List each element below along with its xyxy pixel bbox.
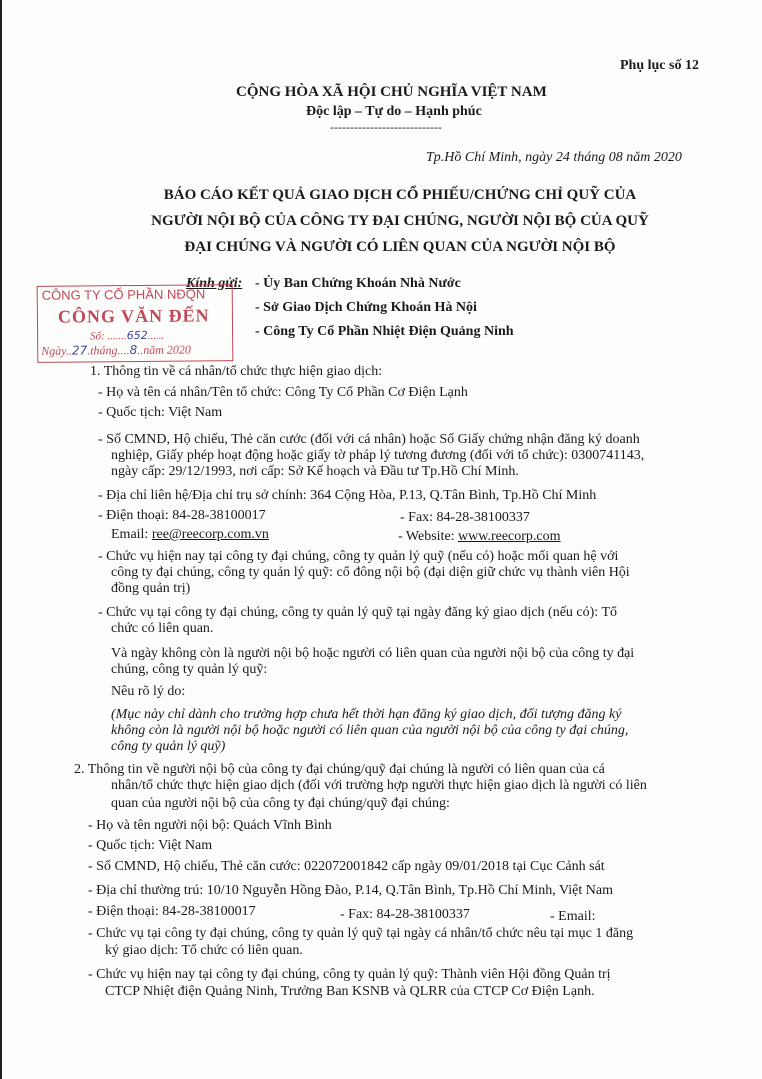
- stamp-number-label: Số:: [90, 330, 105, 343]
- title-line-2: NGƯỜI NỘI BỘ CỦA CÔNG TY ĐẠI CHÚNG, NGƯỜI NỘI BỘ CỦA QUỸ: [151, 213, 649, 229]
- s1-no-longer-line-1: Và ngày không còn là người nội bộ hoặc người có liên quan của người nội bộ của công ty đại: [111, 646, 635, 661]
- header-separator: ----------------------------: [330, 120, 442, 134]
- recipient-hnx: - Sở Giao Dịch Chứng Khoán Hà Nội: [255, 300, 477, 315]
- incoming-document-stamp: [37, 284, 234, 363]
- s2-current-position-line-2: CTCP Nhiệt điện Quảng Ninh, Trưởng Ban KSNB và QLRR của CTCP Cơ Điện Lạnh.: [105, 984, 595, 999]
- stamp-number-value: 652: [126, 328, 148, 343]
- s1-note-line-3: công ty quản lý quỹ): [111, 739, 226, 754]
- s2-phone: - Điện thoại: 84-28-38100017: [88, 904, 256, 919]
- s1-position-line-2: công ty đại chúng, công ty quản lý quỹ: cổ đông nội bộ (đại diện giữ chức vụ thành viên Hội: [111, 565, 630, 580]
- s2-email: - Email:: [550, 909, 596, 924]
- s2-address: - Địa chỉ thường trú: 10/10 Nguyễn Hồng Đào, P.14, Q.Tân Bình, Tp.Hồ Chí Minh, Việt Nam: [88, 883, 613, 898]
- s1-email-link[interactable]: ree@reecorp.com.vn: [151, 527, 269, 542]
- stamp-month-label: tháng: [90, 343, 118, 358]
- report-title: [100, 182, 700, 260]
- title-line-1: BÁO CÁO KẾT QUẢ GIAO DỊCH CỔ PHIẾU/CHỨNG CHỈ QUỸ CỦA: [163, 187, 637, 203]
- s1-reason: Nêu rõ lý do:: [111, 684, 186, 699]
- stamp-month: 8: [129, 342, 138, 358]
- s2-name: - Họ và tên người nội bộ: Quách Vĩnh Bình: [88, 818, 332, 833]
- section1-heading: 1. Thông tin về cá nhân/tổ chức thực hiện giao dịch:: [90, 364, 383, 379]
- national-motto: Độc lập – Tự do – Hạnh phúc: [306, 104, 482, 119]
- s1-name: - Họ và tên cá nhân/Tên tổ chức: Công Ty Cổ Phần Cơ Điện Lạnh: [98, 385, 468, 400]
- s2-id: - Số CMND, Hộ chiếu, Thẻ căn cước: 022072001842 cấp ngày 09/01/2018 tại Cục Cảnh sát: [88, 859, 605, 874]
- stamp-number: Số: .......652......: [90, 328, 165, 343]
- s1-id-line-3: ngày cấp: 29/12/1993, nơi cấp: Sở Kế hoạch và Đầu tư Tp.Hồ Chí Minh.: [111, 464, 519, 479]
- s1-position-line-3: đồng quản trị): [111, 581, 191, 596]
- section2-heading-line-3: quan của người nội bộ của công ty đại chúng/quỹ đại chúng:: [111, 796, 450, 811]
- stamp-date-prefix: Ngày: [41, 343, 66, 358]
- s2-reg-position-line-1: - Chức vụ tại công ty đại chúng, công ty quản lý quỹ tại ngày cá nhân/tổ chức nêu tại mục 1 đăng: [88, 926, 634, 941]
- section2-heading-line-1: 2. Thông tin về người nội bộ của công ty đại chúng/quỹ đại chúng là người có liên quan của cá: [74, 762, 605, 777]
- recipients-label: Kính gửi:: [186, 276, 243, 291]
- s1-website: [398, 529, 561, 545]
- s1-website-link[interactable]: www.reecorp.com: [458, 529, 561, 544]
- s1-nationality: - Quốc tịch: Việt Nam: [98, 405, 223, 420]
- stamp-day: 27: [71, 343, 88, 358]
- country-name: CỘNG HÒA XÃ HỘI CHỦ NGHĨA VIỆT NAM: [236, 84, 547, 100]
- stamp-date: Ngày..27.tháng....8..năm 2020: [41, 342, 191, 358]
- s1-id-line-1: - Số CMND, Hộ chiếu, Thẻ căn cước (đối với cá nhân) hoặc Số Giấy chứng nhận đăng ký doanh: [98, 432, 640, 447]
- recipient-ssc: - Ủy Ban Chứng Khoán Nhà Nước: [255, 276, 461, 291]
- stamp-company: CÔNG TY CỔ PHẦN NĐQN: [41, 286, 206, 303]
- s1-id-line-2: nghiệp, Giấy phép hoạt động hoặc giấy tờ pháp lý tương đương (đối với tổ chức): 0300741143,: [111, 448, 645, 463]
- s2-current-position-line-1: - Chức vụ hiện nay tại công ty đại chúng, công ty quản lý quỹ: Thành viên Hội đồng Quản trị: [88, 967, 611, 982]
- s1-fax: - Fax: 84-28-38100337: [400, 510, 530, 525]
- s1-note-line-1: (Mục này chỉ dành cho trường hợp chưa hết thời hạn đăng ký giao dịch, đối tượng đăng ký: [111, 707, 622, 722]
- s1-email: [111, 527, 269, 543]
- s2-nationality: - Quốc tịch: Việt Nam: [88, 838, 213, 853]
- s1-website-label: - Website:: [398, 529, 455, 544]
- document-date: Tp.Hồ Chí Minh, ngày 24 tháng 08 năm 2020: [426, 150, 682, 165]
- recipient-nhiet-dien-quang-ninh: - Công Ty Cổ Phần Nhiệt Điện Quảng Ninh: [255, 324, 514, 339]
- s1-address: - Địa chỉ liên hệ/Địa chỉ trụ sở chính: 364 Cộng Hòa, P.13, Q.Tân Bình, Tp.Hồ Chí Minh: [98, 488, 597, 503]
- appendix-label: Phụ lục số 12: [620, 58, 699, 73]
- title-line-3: ĐẠI CHÚNG VÀ NGƯỜI CÓ LIÊN QUAN CỦA NGƯỜI NỘI BỘ: [184, 239, 616, 255]
- s1-reg-position-line-2: chức có liên quan.: [111, 621, 214, 636]
- s2-fax: - Fax: 84-28-38100337: [340, 907, 470, 922]
- s2-reg-position-line-2: ký giao dịch: Tổ chức có liên quan.: [105, 943, 303, 958]
- section2-heading-line-2: nhân/tổ chức thực hiện giao dịch (đối với trường hợp người thực hiện giao dịch là người có liên: [111, 778, 647, 793]
- stamp-heading: CÔNG VĂN ĐẾN: [57, 305, 210, 327]
- s1-note-line-2: không còn là người nội bộ hoặc người có liên quan của người nội bộ của công ty đại chúng,: [111, 723, 629, 738]
- s1-phone: - Điện thoại: 84-28-38100017: [98, 508, 266, 523]
- s1-position-line-1: - Chức vụ hiện nay tại công ty đại chúng, công ty quản lý quỹ (nếu có) hoặc mối quan hệ với: [98, 549, 619, 564]
- s1-no-longer-line-2: chúng, công ty quản lý quỹ:: [111, 662, 268, 677]
- scan-edge-line: [0, 0, 2, 1079]
- s1-reg-position-line-1: - Chức vụ tại công ty đại chúng, công ty quản lý quỹ tại ngày đăng ký giao dịch (nếu có): Tổ: [98, 605, 617, 620]
- stamp-year: năm 2020: [143, 342, 191, 357]
- s1-email-label: Email:: [111, 527, 149, 542]
